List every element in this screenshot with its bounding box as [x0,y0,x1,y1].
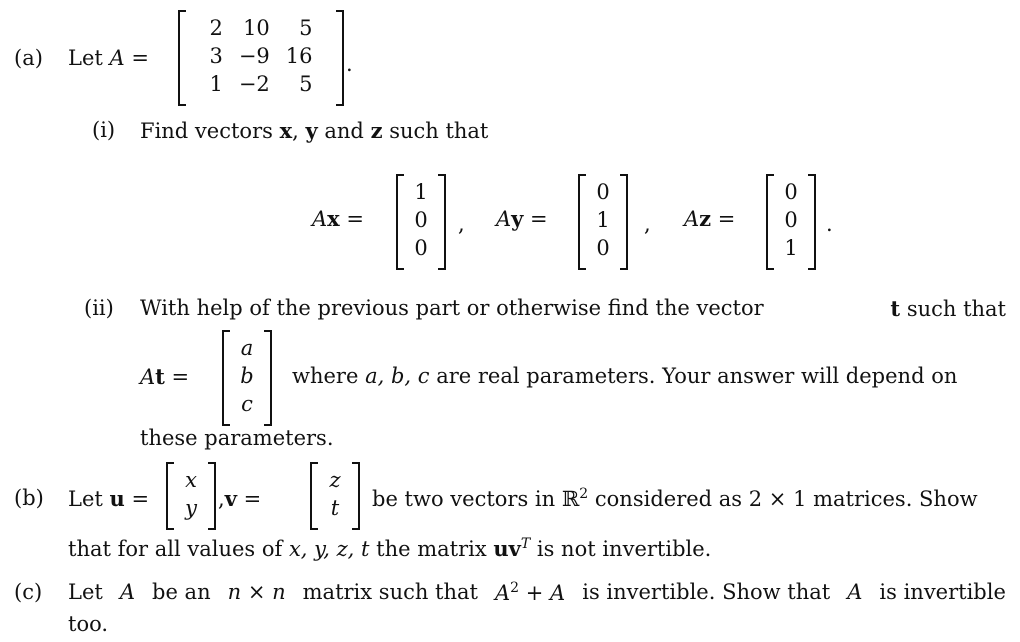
part-b-line2 [68,536,711,561]
comma: , [292,119,299,143]
matrix-A-cell: 5 [299,16,313,40]
vector-cell: 0 [596,180,610,204]
equals-sign: = [131,46,149,70]
superscript: 2 [579,486,589,502]
part-b-text: that for all values of [68,537,283,561]
vector-cell: 0 [414,208,428,232]
part-i-find-text: Find vectors [140,119,273,143]
matrix-A-cell: 2 [209,16,223,40]
vector-cell: 1 [596,208,610,232]
vector-v: v [224,486,237,511]
vector-e1 [396,174,446,270]
comma: , [644,212,651,236]
where-word: where [292,364,359,388]
comma: , [218,487,225,511]
vector-e3 [766,174,816,270]
transpose-superscript: T [520,536,531,552]
such-that-text: such that [906,297,1006,321]
part-c-text: is invertible. Show that [582,580,831,604]
such-that-text: such that [389,119,489,143]
part-c-text: Let [68,580,103,604]
vector-t: t [155,364,165,389]
part-ii-line2 [292,364,957,388]
var-A: A [496,207,512,231]
vector-cell: a [240,336,254,360]
superscript: 2 [510,580,520,596]
part-i-text [140,118,488,143]
part-ii-label: (ii) [84,296,114,320]
part-ii-line1 [140,296,1006,321]
part-b-text: be two vectors in [372,487,556,511]
vector-u: u [109,486,125,511]
vector-y: y [305,118,318,143]
vector-abc [222,330,272,426]
vector-cell: 0 [596,236,610,260]
vector-cell: x [185,468,197,492]
matrix-A [178,10,344,106]
vector-v-matrix [310,462,360,530]
part-ii-text: With help of the previous part or otherwise find the vector [140,296,764,320]
part-a-let [68,46,149,70]
eq-At: At = [140,364,190,389]
vector-z: z [699,206,712,231]
variables: x, y, z, t [288,537,370,561]
part-ii-line3: these parameters. [140,426,334,450]
part-ii-text: are real parameters. Your answer will depend on [436,364,958,388]
vector-cell: z [329,468,341,492]
and-word: and [324,119,364,143]
vector-cell: c [241,392,253,416]
part-i-label: (i) [92,118,116,142]
var-A: A [119,580,135,604]
vector-x: x [279,118,293,143]
var-A: A [847,580,863,604]
matrix-A-cell: 16 [285,44,313,68]
eq-Az: Az = [684,206,736,231]
vector-e2 [578,174,628,270]
matrix-A-cell: 3 [209,44,223,68]
vector-cell: y [185,496,197,520]
part-b-text: the matrix [376,537,487,561]
part-c-text: matrix such that [302,580,478,604]
eq-Ay: Ay = [496,206,548,231]
dimension: n × n [227,580,286,604]
var-A: A [495,581,511,605]
vector-cell: 0 [414,236,428,260]
part-b-text: considered as 2 × 1 matrices. Show [594,487,978,511]
var-A: A [109,46,125,70]
part-c-line1 [68,580,1006,605]
vector-u-matrix [166,462,216,530]
vector-x: x [327,206,340,231]
var-A: A [140,365,156,389]
comma: , [458,212,465,236]
matrix-A-cell: −9 [238,44,270,68]
var-A: A [684,207,700,231]
vector-cell: b [240,364,254,388]
expression [495,580,565,605]
let-word: Let [68,46,103,70]
var-A: A [312,207,328,231]
part-c-text: is invertible [879,580,1006,604]
period: . [826,212,833,236]
vector-t: t [890,296,901,321]
matrix-A-cell: 5 [299,72,313,96]
parameters: a, b, c [365,364,430,388]
part-b-let-u: Let u = [68,486,150,511]
expression-rest: + A [519,581,566,605]
vector-cell: 1 [414,180,428,204]
matrix-A-cell: 1 [209,72,223,96]
part-b-v: ,v = [218,486,262,511]
reals-symbol: ℝ [561,487,580,511]
part-a-label: (a) [14,46,43,70]
part-b-text: is not invertible. [536,537,712,561]
matrix-uv: uv [493,536,521,561]
part-b-label: (b) [14,486,44,510]
eq-Ax: Ax = [312,206,364,231]
part-c-text: be an [152,580,211,604]
vector-y: y [511,206,524,231]
vector-cell: 0 [784,208,798,232]
matrix-A-cell: −2 [238,72,270,96]
vector-cell: t [330,496,340,520]
let-word: Let [68,487,103,511]
part-c-line2: too. [68,612,109,636]
matrix-A-cell: 10 [243,16,270,40]
vector-cell: 0 [784,180,798,204]
part-c-label: (c) [14,580,43,604]
part-a-period: . [346,52,353,76]
vector-cell: 1 [784,236,798,260]
part-b-line1 [372,486,978,511]
vector-z: z [370,118,383,143]
